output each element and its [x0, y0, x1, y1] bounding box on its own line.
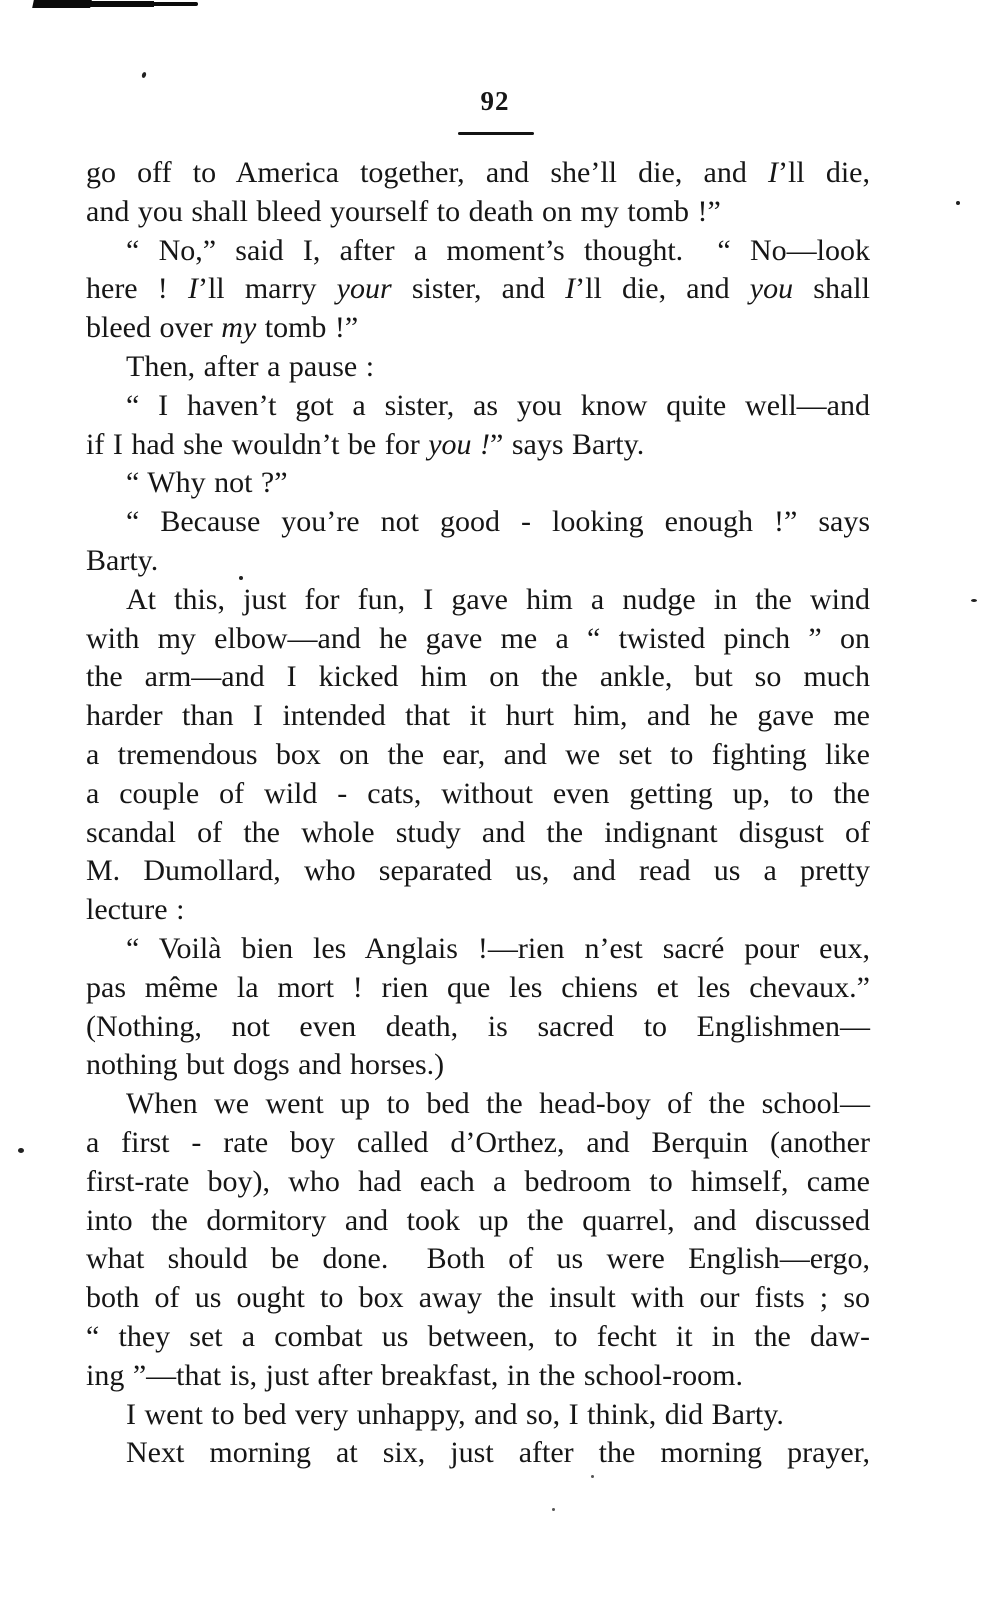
text-line: nothing but dogs and horses.): [86, 1048, 445, 1082]
text-line: “ No,” said I, after a moment’s thought. “ No—look: [126, 233, 870, 267]
text-line: the arm—and I kicked him on the ankle, but so much: [86, 660, 870, 694]
text-line: first-rate boy), who had each a bedroom to himself, came: [86, 1164, 870, 1198]
text-block: [86, 154, 870, 1473]
text-line: with my elbow—and he gave me a “ twisted pinch ” on: [86, 621, 870, 655]
text-line: Next morning at six, just after the morning prayer,: [126, 1436, 870, 1470]
text-line: At this, just for fun, I gave him a nudge in the wind: [126, 582, 870, 616]
text-line: “ Why not ?”: [126, 466, 288, 500]
page-number-rule: [458, 132, 534, 135]
text-line: Then, after a pause :: [126, 349, 375, 383]
text-line: “ Voilà bien les Anglais !—rien n’est sacré pour eux,: [126, 931, 870, 965]
text-line: a tremendous box on the ear, and we set to fighting like: [86, 737, 870, 771]
text-line: into the dormitory and took up the quarrel, and discussed: [86, 1203, 870, 1237]
text-line: When we went up to bed the head-boy of the school—: [126, 1087, 870, 1121]
text-line: here ! I’ll marry your sister, and I’ll die, and you shall: [86, 272, 870, 306]
ink-smudge: [150, 2, 198, 6]
text-line: “ Because you’re not good - looking enough !” says: [126, 505, 870, 539]
text-line: go off to America together, and she’ll die, and I’ll die,: [86, 156, 871, 189]
text-line: Barty.: [86, 543, 159, 577]
ink-smudge: [88, 1, 154, 7]
ink-speck: [591, 1475, 594, 1478]
ink-speck: [956, 201, 960, 205]
text-line: “ they set a combat us between, to fecht it in the daw-: [86, 1319, 870, 1353]
ink-smudge: [32, 0, 92, 8]
text-line: bleed over my tomb !”: [86, 311, 359, 345]
text-line: and you shall bleed yourself to death on my tomb !”: [86, 194, 721, 228]
ink-speck: [141, 71, 147, 78]
text-line: pas même la mort ! rien que les chiens et les chevaux.”: [86, 970, 870, 1004]
text-line: harder than I intended that it hurt him, and he gave me: [86, 699, 870, 733]
text-line: M. Dumollard, who separated us, and read us a pretty: [86, 854, 870, 888]
text-line: a first - rate boy called d’Orthez, and Berquin (another: [86, 1125, 870, 1159]
page-number: 92: [480, 86, 510, 116]
text-line: I went to bed very unhappy, and so, I think, did Barty.: [126, 1397, 784, 1431]
text-line: a couple of wild - cats, without even getting up, to the: [86, 776, 870, 810]
text-line: ing ”—that is, just after breakfast, in the school-room.: [86, 1358, 743, 1392]
text-line: “ I haven’t got a sister, as you know quite well—and: [126, 388, 870, 422]
ink-speck: [971, 599, 977, 602]
text-line: lecture :: [86, 893, 185, 927]
text-line: both of us ought to box away the insult with our fists ; so: [86, 1281, 870, 1315]
text-line: (Nothing, not even death, is sacred to Englishmen—: [86, 1009, 870, 1043]
text-line: if I had she wouldn’t be for you !” says Barty.: [86, 427, 645, 461]
ink-speck: [552, 1508, 555, 1511]
text-line: scandal of the whole study and the indignant disgust of: [86, 815, 870, 849]
text-line: what should be done. Both of us were English—ergo,: [86, 1242, 870, 1276]
ink-speck: [18, 1148, 24, 1153]
